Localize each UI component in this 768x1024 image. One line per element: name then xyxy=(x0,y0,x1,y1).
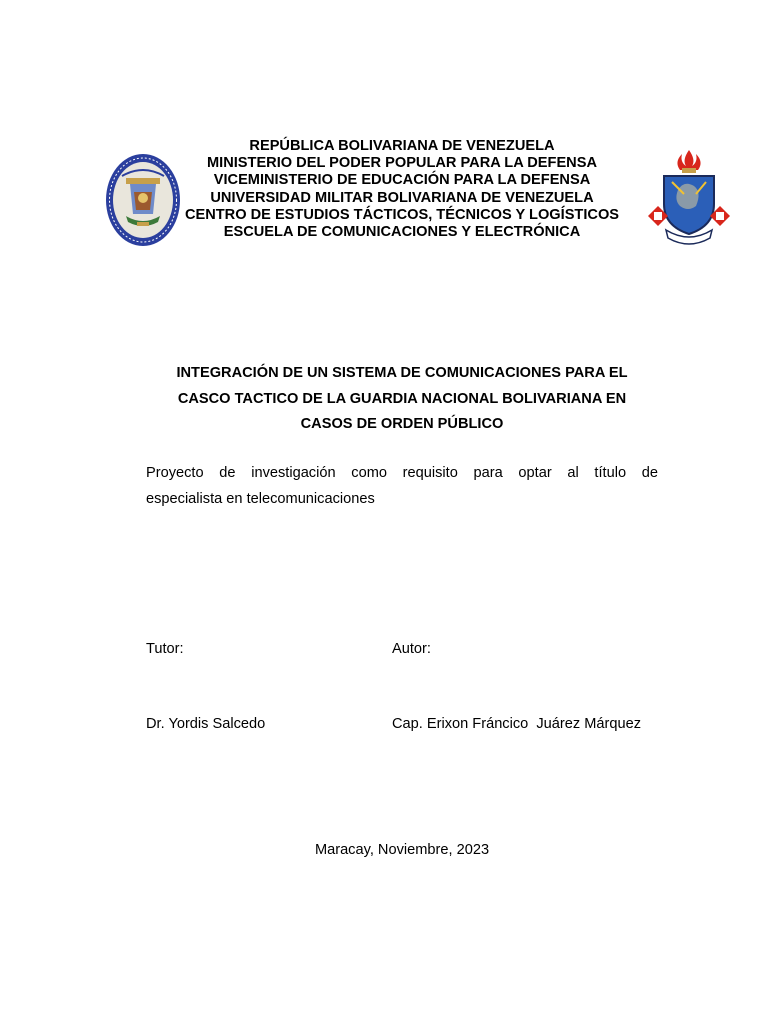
author-label: Autor: xyxy=(392,641,431,657)
place-date: Maracay, Noviembre, 2023 xyxy=(314,842,490,858)
author-name: Cap. Erixon Fráncico Juárez Márquez xyxy=(392,716,642,732)
tutor-label: Tutor: xyxy=(146,641,184,657)
purpose-line: Proyecto de investigación como requisito para optar al título de xyxy=(146,465,658,481)
tutor-block xyxy=(146,587,265,787)
school-shield-icon xyxy=(644,146,734,250)
tutor-name: Dr. Yordis Salcedo xyxy=(146,716,266,732)
header-line: ESCUELA DE COMUNICACIONES Y ELECTRÓNICA xyxy=(223,224,581,241)
title-line: CASCO TACTICO DE LA GUARDIA NACIONAL BOLIVARIANA EN xyxy=(177,390,627,407)
purpose-line: especialista en telecomunicaciones xyxy=(146,490,375,507)
purpose-paragraph xyxy=(146,461,658,512)
header-line: VICEMINISTERIO DE EDUCACIÓN PARA LA DEFENSA xyxy=(213,172,591,189)
author-block xyxy=(392,587,641,787)
header-line: UNIVERSIDAD MILITAR BOLIVARIANA DE VENEZUELA xyxy=(210,189,594,206)
header-line: REPÚBLICA BOLIVARIANA DE VENEZUELA xyxy=(249,138,555,154)
header-line: CENTRO DE ESTUDIOS TÁCTICOS, TÉCNICOS Y LOGÍSTICOS xyxy=(184,206,620,223)
title-line: INTEGRACIÓN DE UN SISTEMA DE COMUNICACIONES PARA EL xyxy=(176,365,628,381)
document-title xyxy=(146,361,658,438)
institution-header xyxy=(150,138,654,241)
title-line: CASOS DE ORDEN PÚBLICO xyxy=(300,416,504,432)
header-line: MINISTERIO DEL PODER POPULAR PARA LA DEFENSA xyxy=(206,155,597,172)
